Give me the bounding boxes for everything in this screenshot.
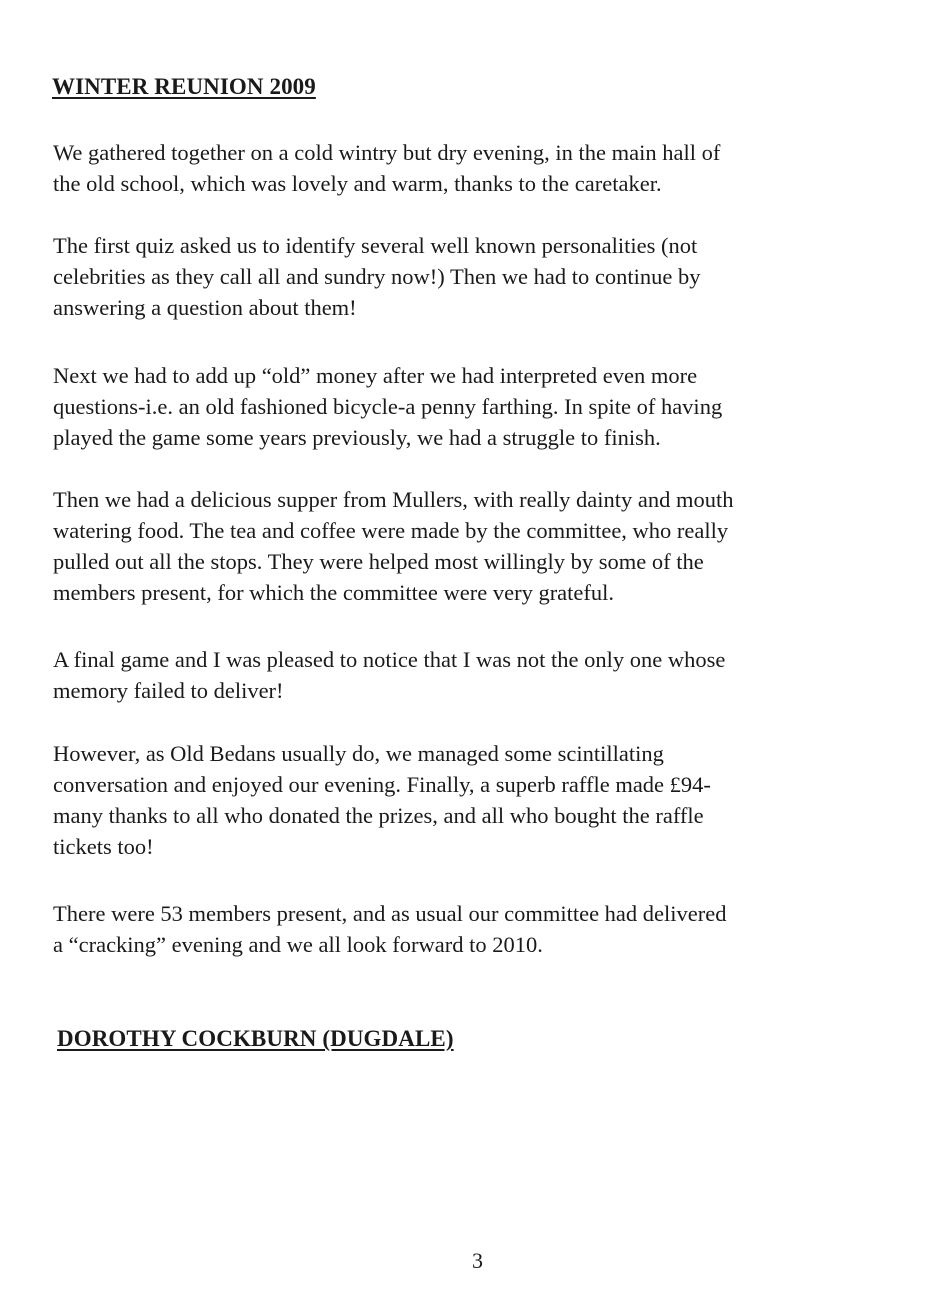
text-line: conversation and enjoyed our evening. Finally, a superb raffle made £94-	[53, 772, 711, 797]
text-line: many thanks to all who donated the prizes, and all who bought the raffle	[53, 803, 704, 828]
text-line: answering a question about them!	[53, 295, 357, 320]
page-title: WINTER REUNION 2009	[52, 74, 316, 99]
paragraph-gathering	[53, 137, 893, 199]
text-line: However, as Old Bedans usually do, we managed some scintillating	[53, 741, 664, 766]
text-line: played the game some years previously, we had a struggle to finish.	[53, 425, 661, 450]
text-line: members present, for which the committee were very grateful.	[53, 580, 615, 605]
text-line: Then we had a delicious supper from Mullers, with really dainty and mouth	[53, 487, 734, 512]
text-line: The first quiz asked us to identify several well known personalities (not	[53, 233, 698, 258]
text-line: memory failed to deliver!	[53, 678, 284, 703]
text-line: watering food. The tea and coffee were made by the committee, who really	[53, 518, 729, 543]
text-line: questions-i.e. an old fashioned bicycle-a penny farthing. In spite of having	[53, 394, 723, 419]
text-line: a “cracking” evening and we all look forward to 2010.	[53, 932, 543, 957]
text-line: We gathered together on a cold wintry but dry evening, in the main hall of	[53, 140, 721, 165]
paragraph-supper	[53, 484, 893, 608]
paragraph-raffle	[53, 738, 893, 862]
text-line: There were 53 members present, and as usual our committee had delivered	[53, 901, 727, 926]
text-line: tickets too!	[53, 834, 154, 859]
author-signature: DOROTHY COCKBURN (DUGDALE)	[57, 1026, 454, 1051]
paragraph-old-money	[53, 360, 893, 453]
text-line: pulled out all the stops. They were helped most willingly by some of the	[53, 549, 704, 574]
paragraph-attendance	[53, 898, 893, 960]
page-number: 3	[472, 1248, 483, 1273]
text-line: A final game and I was pleased to notice that I was not the only one whose	[53, 647, 726, 672]
text-line: Next we had to add up “old” money after we had interpreted even more	[53, 363, 698, 388]
text-line: celebrities as they call all and sundry now!) Then we had to continue by	[53, 264, 701, 289]
paragraph-final-game	[53, 644, 893, 706]
paragraph-first-quiz	[53, 230, 893, 323]
text-line: the old school, which was lovely and warm, thanks to the caretaker.	[53, 171, 662, 196]
